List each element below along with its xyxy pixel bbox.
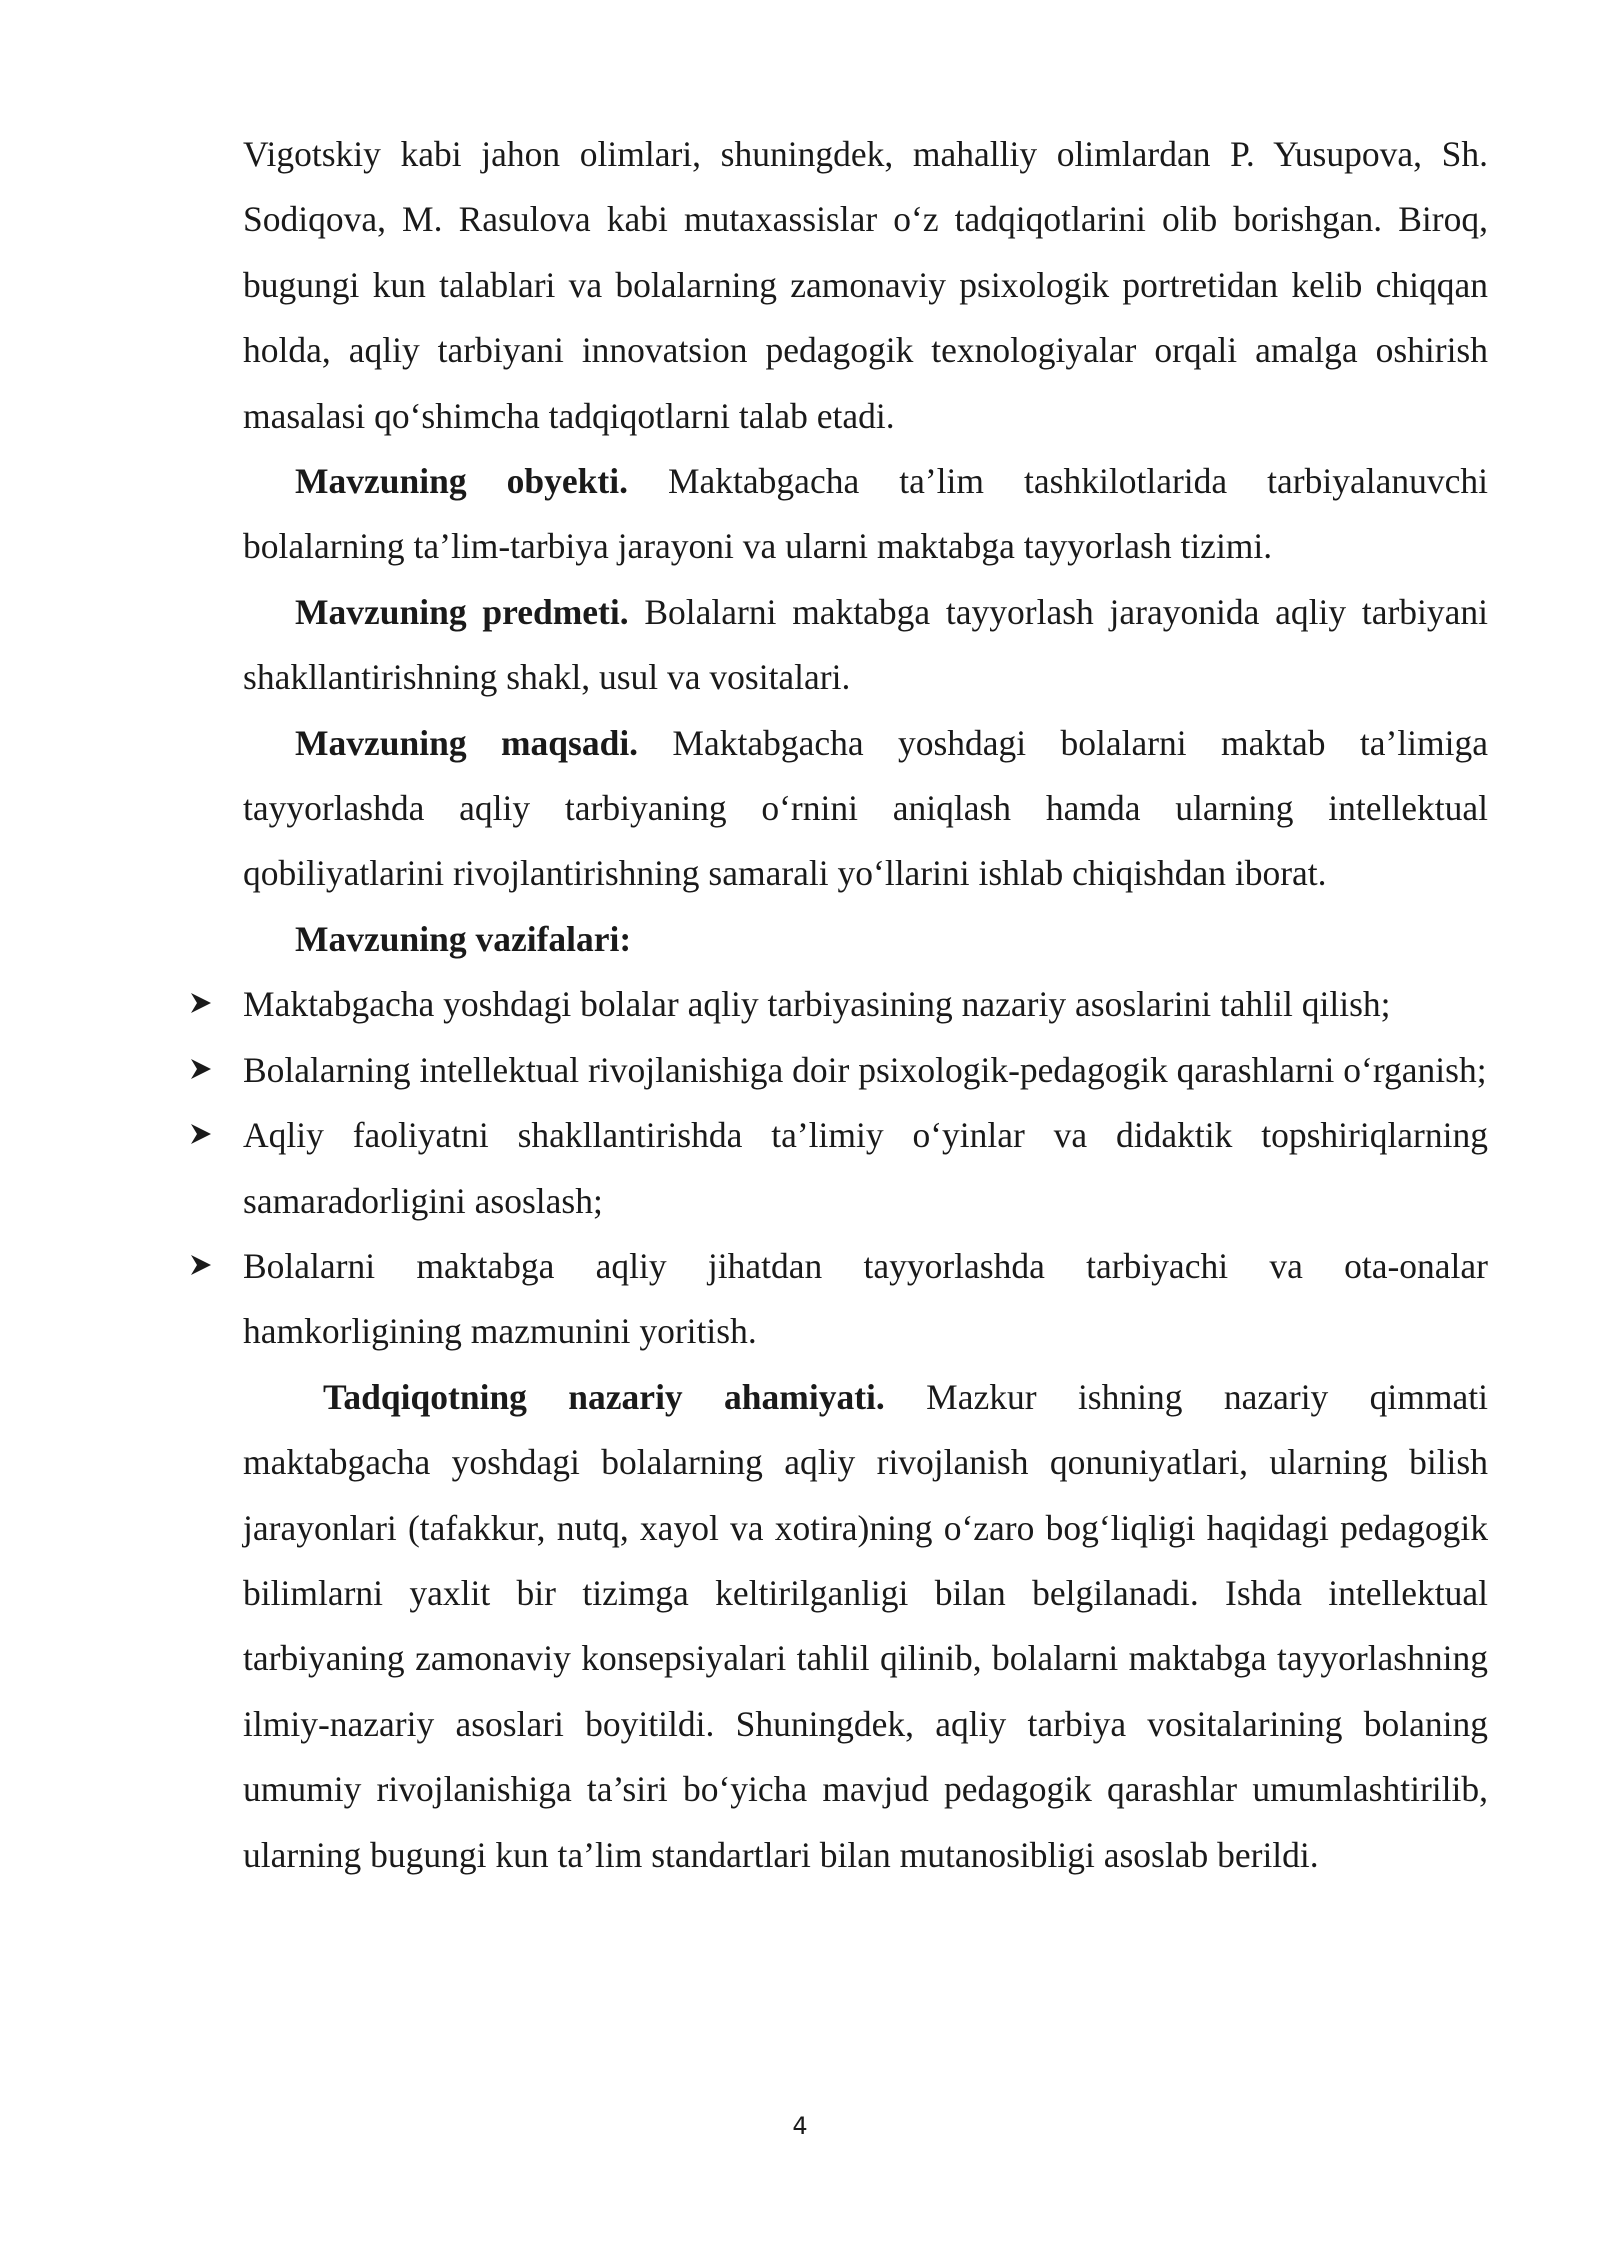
list-item	[243, 972, 1488, 1037]
intro-paragraph: Vigotskiy kabi jahon olimlari, shuningdek, mahalliy olimlardan P. Yusupova, Sh. Sodiqova, M. Rasulova kabi mutaxassislar o‘z tadqiqotlarini olib borishgan. Biroq, bugungi kun talablari va bolalarning zamonaviy psixologik portretidan kelib chiqqan holda, aqliy tarbiyani innovatsion pedagogik texnologiyalar orqali amalga oshirish masalasi qo‘shimcha tadqiqotlarni talab etadi.	[243, 134, 1488, 436]
subject-paragraph	[243, 580, 1488, 711]
theoretical-significance-text: Mazkur ishning nazariy qimmati maktabgacha yoshdagi bolalarning aqliy rivojlanish qonuniyatlari, ularning bilish jarayonlari (tafakkur, nutq, xayol va xotira)ning o‘zaro bog‘liqligi haqidagi pedagogik bilimlarni yaxlit bir tizimga keltirilganligi bilan belgilanadi. Ishda intellektual tarbiyaning zamonaviy konsepsiyalari tahlil qilinib, bolalarni maktabga tayyorlashning ilmiy-nazariy asoslari boyitildi. Shuningdek, aqliy tarbiya vositalarining bolaning umumiy rivojlanishiga ta’siri bo‘yicha mavjud pedagogik qarashlar umumlashtirilib, ularning bugungi kun ta’lim standartlari bilan mutanosibligi asoslab berildi.	[243, 1376, 1489, 1875]
arrowhead-bullet-icon	[189, 1103, 219, 1168]
list-item	[243, 1234, 1488, 1365]
goal-heading: Mavzuning maqsadi.	[295, 722, 639, 763]
arrowhead-bullet-icon	[189, 1038, 219, 1103]
tasks-heading-line	[243, 907, 1488, 972]
object-heading: Mavzuning obyekti.	[295, 461, 628, 502]
list-item	[243, 1103, 1488, 1234]
subject-heading: Mavzuning predmeti.	[295, 591, 629, 632]
object-paragraph	[243, 449, 1488, 580]
goal-text: Maktabgacha yoshdagi bolalarni maktab ta’limiga tayyorlashda aqliy tarbiyaning o‘rnini aniqlash hamda ularning intellektual qobiliyatlarini rivojlantirishning samarali yo‘llarini ishlab chiqishdan iborat.	[243, 722, 1488, 894]
task-text: Aqliy faoliyatni shakllantirishda ta’limiy o‘yinlar va didaktik topshiriqlarning samaradorligini asoslash;	[243, 1115, 1488, 1221]
theoretical-significance-paragraph	[243, 1365, 1488, 1888]
object-text: Maktabgacha ta’lim tashkilotlarida tarbiyalanuvchi bolalarning ta’lim-tarbiya jarayoni va ularni maktabga tayyorlash tizimi.	[243, 461, 1488, 567]
task-text: Bolalarni maktabga aqliy jihatdan tayyorlashda tarbiyachi va ota-onalar hamkorligining mazmunini yoritish.	[243, 1245, 1488, 1352]
tasks-heading: Mavzuning vazifalari:	[295, 918, 632, 959]
task-text: Maktabgacha yoshdagi bolalar aqliy tarbiyasining nazariy asoslarini tahlil qilish;	[243, 984, 1391, 1025]
arrowhead-bullet-icon	[189, 972, 219, 1037]
goal-paragraph	[243, 711, 1488, 907]
page-content	[243, 122, 1488, 1888]
tasks-list	[243, 972, 1488, 1364]
task-text: Bolalarning intellektual rivojlanishiga doir psixologik-pedagogik qarashlarni o‘rganish;	[243, 1049, 1487, 1090]
subject-text: Bolalarni maktabga tayyorlash jarayonida aqliy tarbiyani shakllantirishning shakl, usul va vositalari.	[243, 591, 1489, 698]
list-item	[243, 1038, 1488, 1103]
page-number: 4	[792, 2112, 808, 2140]
arrowhead-bullet-icon	[189, 1234, 219, 1299]
theoretical-significance-heading: Tadqiqotning nazariy ahamiyati.	[323, 1376, 885, 1417]
